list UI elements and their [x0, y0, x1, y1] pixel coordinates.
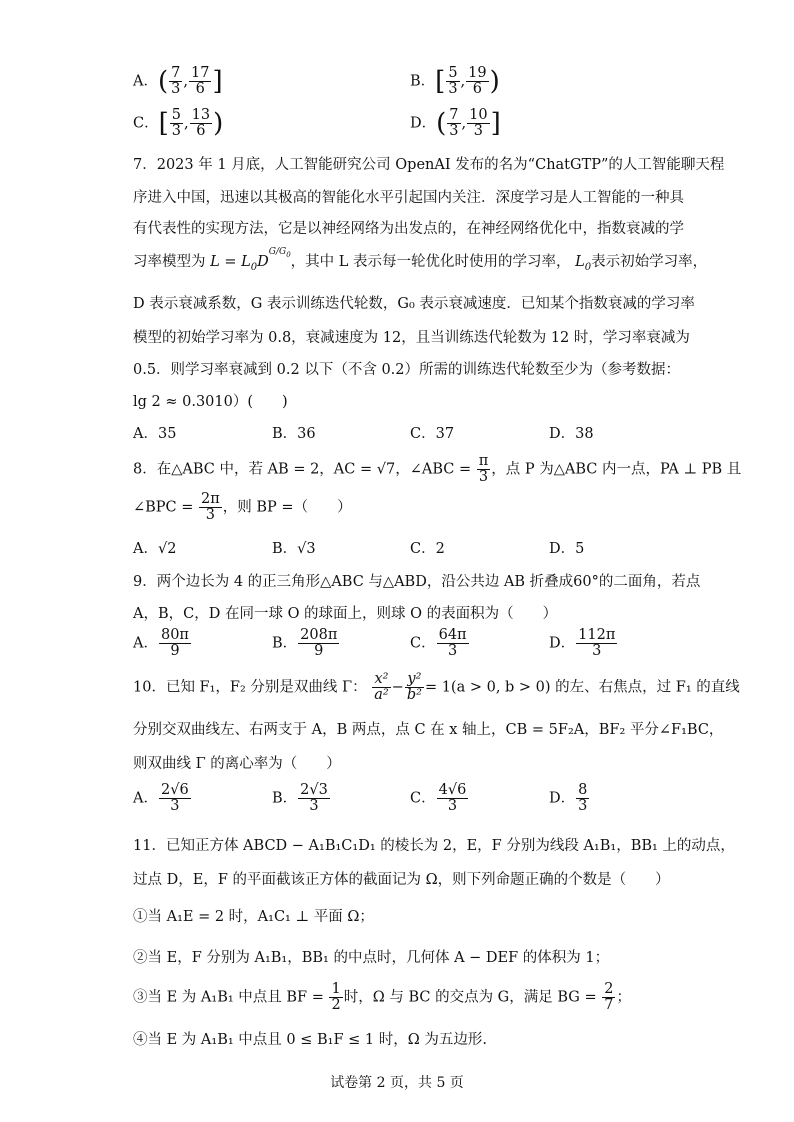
q7-text: 表示初始学习率，	[591, 254, 708, 270]
q9-line-2: A，B，C，D 在同一球 O 的球面上，则球 O 的表面积为（ ）	[133, 606, 558, 622]
numerator: π	[478, 453, 489, 469]
bracket: [	[435, 66, 446, 97]
bracket: )	[213, 108, 224, 139]
option-label: B．	[410, 73, 436, 90]
q9-option-d	[549, 628, 618, 659]
numerator: 1	[331, 981, 341, 997]
denominator: a²	[374, 687, 389, 704]
q9-line-1: 9．两个边长为 4 的正三角形△ABC 与△ABD，沿公共边 AB 折叠成60°的二面角，若点	[133, 574, 701, 590]
q8-option-b: B．√3	[272, 541, 316, 557]
option-label: A．	[133, 790, 158, 807]
numerator: 10	[469, 107, 488, 123]
fraction	[437, 783, 469, 814]
numerator: 8	[578, 782, 588, 798]
numerator: 2√6	[160, 782, 189, 798]
fraction	[298, 783, 330, 814]
fraction	[159, 628, 191, 659]
numerator: 64π	[438, 627, 467, 643]
denominator: 2	[331, 997, 341, 1014]
q10-line-1: 10．已知 F₁，F₂ 分别是双曲线 Γ： $\frac{\text{x²}}{\text{a²}}$ − $\frac{\text{y²}}{\text{b²}}$ = 1(a > 0, b > 0) 的左、右焦点，过 F₁ 的直线	[133, 671, 740, 704]
q11-statement-1: ①当 A₁E = 2 时，A₁C₁ ⊥ 平面 Ω；	[133, 909, 374, 925]
q7-l0: $L_0$	[575, 254, 592, 273]
denominator: 3	[447, 643, 458, 660]
q8-text: ，则 BP =（ ）	[222, 499, 352, 516]
q11-statement-3	[133, 982, 631, 1013]
q11-text: 时，Ω 与 BC 的交点为 G，满足 BG =	[343, 989, 597, 1006]
option-label: B．	[272, 635, 298, 652]
numerator: 4√6	[438, 782, 467, 798]
q9-option-b	[272, 628, 340, 659]
numerator: y²	[405, 672, 424, 688]
q7-text: 习率模型为	[133, 254, 206, 270]
option-label: C．	[133, 115, 159, 132]
q11-statement-4: ④当 E 为 A₁B₁ 中点且 0 ≤ B₁F ≤ 1 时，Ω 为五边形.	[133, 1032, 487, 1048]
denominator: 6	[472, 81, 482, 98]
fraction	[437, 628, 469, 659]
q7-line-1: 7．2023 年 1 月底，人工智能研究公司 OpenAI 发布的名为“ChatGTP”的人工智能聊天程	[133, 157, 725, 173]
numerator: 80π	[160, 627, 189, 643]
bracket: (	[436, 108, 447, 139]
bracket: ]	[212, 66, 223, 97]
denominator: 7	[604, 997, 614, 1014]
q6-option-d: D．( $\frac{7}{3}$ , $\frac{10}{3}$ ]	[410, 107, 501, 140]
q11-line-1: 11．已知正方体 ABCD − A₁B₁C₁D₁ 的棱长为 2，E，F 分别为线段 A₁B₁，BB₁ 上的动点，	[133, 838, 735, 854]
q11-text: ③当 E 为 A₁B₁ 中点且 BF =	[133, 989, 324, 1006]
q7-line-7: 0.5．则学习率衰减到 0.2 以下（不含 0.2）所需的训练迭代轮数至少为（参考数据：	[133, 362, 681, 378]
option-label: D．	[549, 790, 576, 807]
q6-option-c: C．[ $\frac{5}{3}$ , $\frac{13}{6}$ )	[133, 107, 224, 140]
numerator: 7	[449, 107, 459, 123]
q7-option-c: C．37	[410, 426, 455, 442]
denominator: 3	[205, 507, 216, 524]
q7-line-5: D 表示衰减系数，G 表示训练迭代轮数，G₀ 表示衰减速度．已知某个指数衰减的学习率	[133, 296, 695, 312]
q10-text: 10．已知 F₁，F₂ 分别是双曲线 Γ：	[133, 679, 367, 696]
q10-line-2: 分别交双曲线左、右两支于 A，B 两点，点 C 在 x 轴上，CB = 5F₂A，BF₂ 平分∠F₁BC，	[133, 722, 724, 738]
fraction	[576, 628, 617, 659]
numerator: 19	[468, 65, 487, 81]
fraction	[170, 108, 183, 139]
numerator: 2√3	[300, 782, 328, 798]
denominator: b²	[406, 687, 422, 704]
denominator: 3	[578, 798, 588, 815]
bracket: [	[158, 108, 169, 139]
q8-text: 8．在△ABC 中，若 AB = 2，AC = √7，∠ABC =	[133, 461, 472, 478]
q10-text: = 1(a > 0, b > 0) 的左、右焦点，过 F₁ 的直线	[424, 679, 740, 696]
denominator: 3	[473, 123, 483, 140]
q8-option-c: C．2	[410, 541, 445, 557]
option-label: A．	[133, 635, 158, 652]
denominator: 3	[449, 123, 459, 140]
fraction	[190, 108, 212, 139]
option-label: C．	[410, 790, 436, 807]
fraction	[576, 783, 589, 814]
q11-text: ；	[616, 989, 631, 1006]
numerator: 7	[171, 65, 181, 81]
q8-option-d: D．5	[549, 541, 585, 557]
q7-option-b: B．36	[272, 426, 316, 442]
q7-line-6: 模型的初始学习率为 0.8，衰减速度为 12，且当训练迭代轮数为 12 时，学习率衰减为	[133, 330, 690, 346]
denominator: 9	[170, 643, 180, 660]
page-footer: 试卷第 2 页，共 5 页	[330, 1075, 464, 1091]
q9-option-a	[133, 628, 192, 659]
denominator: 3	[448, 81, 458, 98]
numerator: 5	[171, 107, 181, 123]
option-label: C．	[410, 635, 436, 652]
q6-option-b: B．[ $\frac{5}{3}$ , $\frac{19}{6}$ )	[410, 65, 500, 98]
numerator: 13	[191, 107, 211, 123]
denominator: 3	[478, 469, 489, 486]
fraction	[477, 454, 491, 485]
q10-line-3: 则双曲线 Γ 的离心率为（ ）	[133, 756, 341, 772]
fraction	[447, 108, 460, 139]
denominator: 9	[314, 643, 324, 660]
q10-option-c	[410, 783, 469, 814]
q11-line-2: 过点 D，E，F 的平面截该正方体的截面记为 Ω，则下列命题正确的个数是（ ）	[133, 872, 670, 888]
denominator: 3	[171, 81, 181, 98]
fraction	[189, 66, 211, 97]
q7-line-4	[133, 247, 708, 273]
option-label: D．	[410, 115, 437, 132]
fraction	[159, 783, 191, 814]
option-label: D．	[549, 635, 576, 652]
q7-line-3: 有代表性的实现方法，它是以神经网络为出发点的，在神经网络优化中，指数衰减的学	[133, 221, 684, 237]
q8-line-1	[133, 454, 741, 485]
fraction	[372, 672, 390, 703]
denominator: 6	[195, 81, 205, 98]
q8-text: ，点 P 为△ABC 内一点，PA ⊥ PB 且	[491, 461, 742, 478]
fraction	[405, 672, 424, 703]
denominator: 3	[592, 643, 602, 660]
q8-option-a: A．√2	[133, 541, 177, 557]
q10-option-d	[549, 783, 590, 814]
numerator: 112π	[578, 627, 616, 643]
denominator: 3	[309, 798, 319, 815]
denominator: 3	[447, 798, 458, 815]
bracket: ]	[490, 108, 501, 139]
option-label: A．	[133, 73, 158, 90]
q7-line-2: 序进入中国，迅速以其极高的智能化水平引起国内关注．深度学习是人工智能的一种具	[133, 190, 684, 206]
fraction	[466, 66, 488, 97]
numerator: 2π	[201, 491, 220, 507]
q6-option-a: A．( $\frac{7}{3}$ , $\frac{17}{6}$ ]	[133, 65, 223, 98]
fraction	[602, 982, 615, 1013]
bracket: (	[157, 66, 169, 97]
bracket: )	[489, 66, 500, 97]
fraction	[446, 66, 459, 97]
fraction	[199, 492, 222, 523]
denominator: 3	[171, 123, 181, 140]
q7-option-a: A．35	[133, 426, 177, 442]
q11-statement-2: ②当 E，F 分别为 A₁B₁，BB₁ 的中点时，几何体 A − DEF 的体积为 1；	[133, 950, 610, 966]
numerator: 17	[190, 65, 210, 81]
q10-option-a	[133, 783, 192, 814]
q7-option-d: D．38	[549, 426, 594, 442]
q9-option-c	[410, 628, 470, 659]
denominator: 6	[196, 123, 206, 140]
numerator: 2	[604, 981, 614, 997]
fraction	[298, 628, 339, 659]
numerator: 208π	[300, 627, 338, 643]
fraction	[467, 108, 489, 139]
q7-text: ，其中 L 表示每一轮优化时使用的学习率，	[290, 254, 571, 270]
numerator: 5	[448, 65, 458, 81]
fraction	[329, 982, 342, 1013]
q7-formula: $L = L_0D^{G/G_0}$	[210, 247, 291, 273]
q10-option-b	[272, 783, 331, 814]
denominator: 3	[170, 798, 180, 815]
q8-text: ∠BPC =	[133, 499, 194, 516]
q8-line-2	[133, 492, 352, 523]
numerator: x²	[372, 672, 390, 688]
q7-line-8: lg 2 ≈ 0.3010）( )	[133, 394, 288, 410]
fraction	[169, 66, 182, 97]
option-label: B．	[272, 790, 298, 807]
